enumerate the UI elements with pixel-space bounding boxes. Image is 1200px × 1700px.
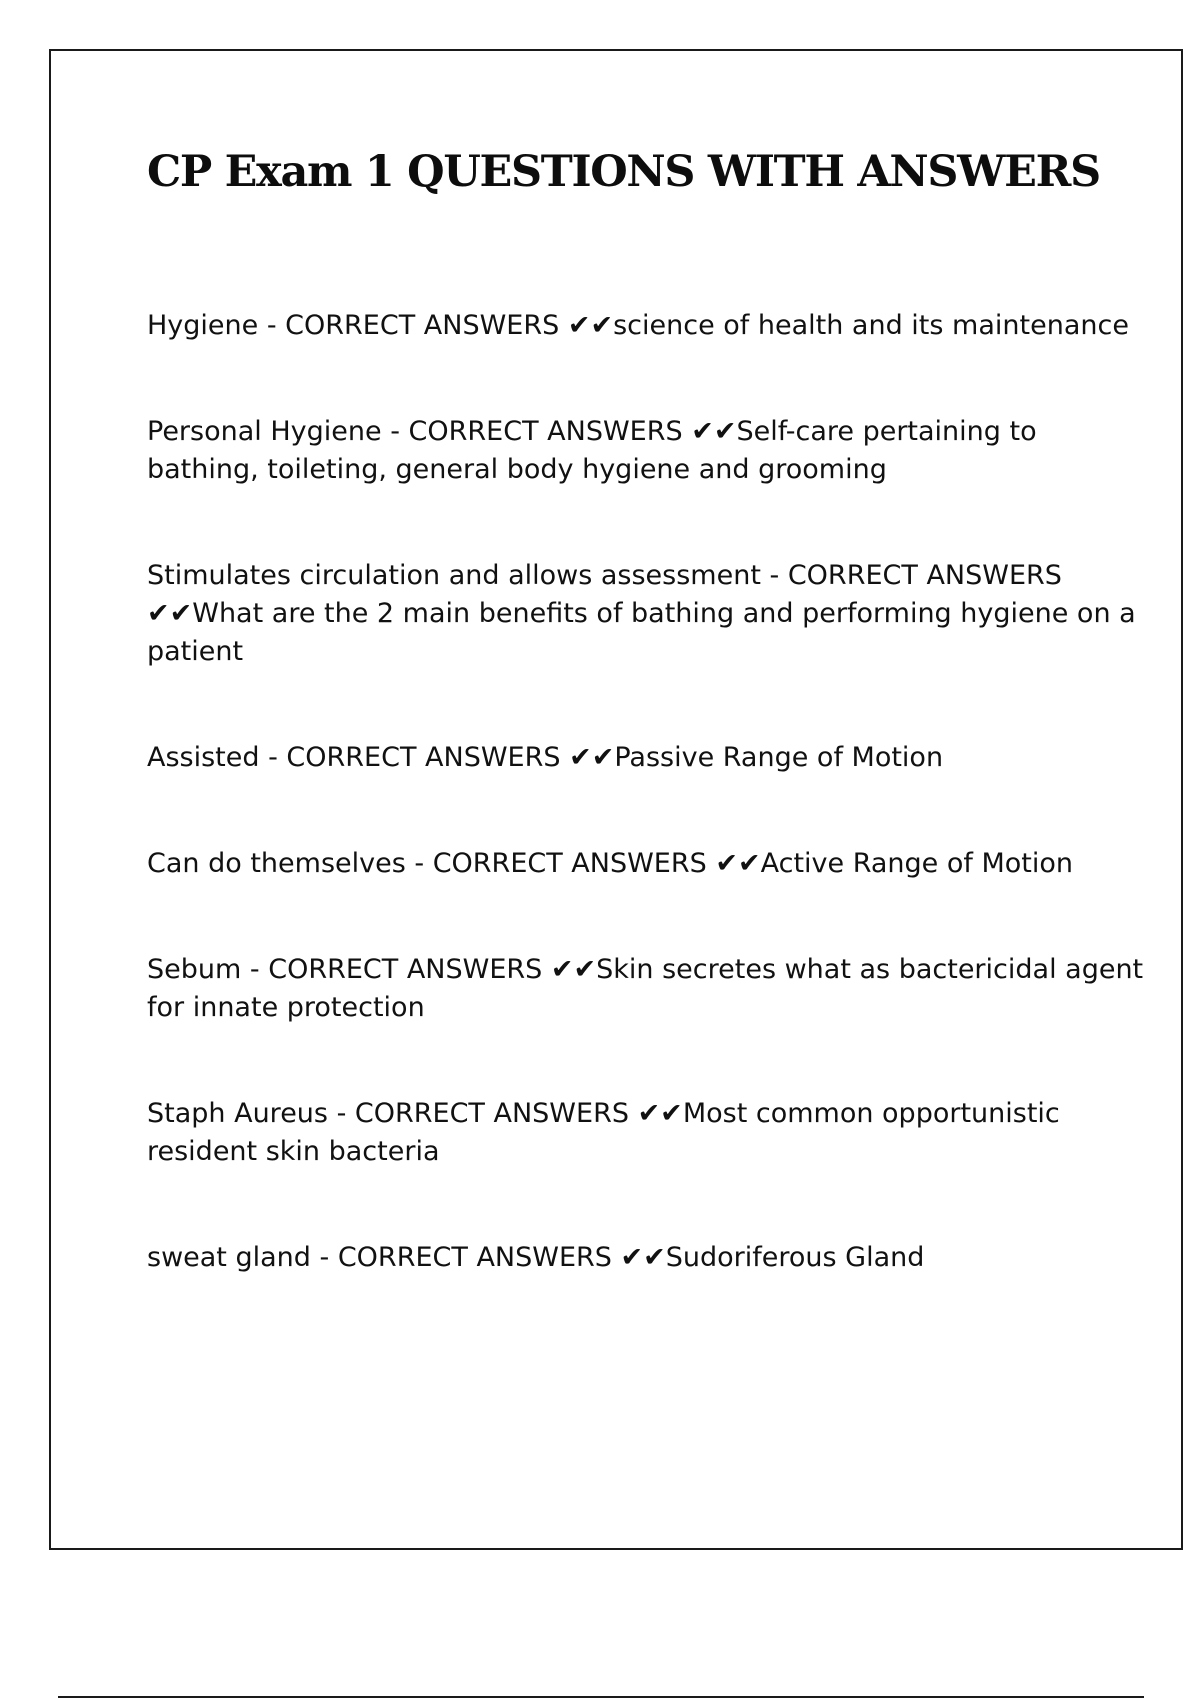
qa-term: Sebum xyxy=(147,954,242,985)
qa-item xyxy=(147,951,1147,1027)
qa-term: Staph Aureus xyxy=(147,1098,328,1129)
qa-separator: - CORRECT ANSWERS xyxy=(258,310,568,341)
qa-separator: - CORRECT ANSWERS xyxy=(259,742,570,773)
qa-term: Hygiene xyxy=(147,310,259,341)
qa-separator: - CORRECT ANSWERS xyxy=(760,560,1062,591)
qa-separator: - CORRECT ANSWERS xyxy=(327,1098,638,1129)
qa-term: Can do themselves xyxy=(147,848,406,879)
check-mark-icon: ✔✔ xyxy=(637,1098,683,1129)
check-mark-icon: ✔✔ xyxy=(691,416,737,447)
qa-answer: Skin secretes what as bactericidal agent for innate protection xyxy=(147,954,1144,1023)
qa-answer: Active Range of Motion xyxy=(760,848,1074,879)
qa-item xyxy=(147,1239,1147,1277)
qa-item xyxy=(147,739,1147,777)
qa-answer: science of health and its maintenance xyxy=(613,310,1129,341)
qa-list xyxy=(147,307,1147,1345)
qa-answer: Sudoriferous Gland xyxy=(665,1242,925,1273)
qa-term: Personal Hygiene xyxy=(147,416,382,447)
qa-separator: - CORRECT ANSWERS xyxy=(405,848,716,879)
check-mark-icon: ✔✔ xyxy=(569,742,615,773)
qa-separator: - CORRECT ANSWERS xyxy=(381,416,692,447)
qa-term: Stimulates circulation and allows assessment xyxy=(147,560,761,591)
check-mark-icon: ✔✔ xyxy=(715,848,761,879)
qa-answer: Self-care pertaining to bathing, toileting, general body hygiene and grooming xyxy=(147,416,1037,485)
qa-item xyxy=(147,845,1147,883)
qa-item xyxy=(147,307,1147,345)
qa-separator: - CORRECT ANSWERS xyxy=(310,1242,621,1273)
qa-separator: - CORRECT ANSWERS xyxy=(241,954,551,985)
qa-term: sweat gland xyxy=(147,1242,311,1273)
page-frame xyxy=(49,49,1183,1550)
document-title: CP Exam 1 QUESTIONS WITH ANSWERS xyxy=(147,147,1100,197)
qa-answer: What are the 2 main benefits of bathing and performing hygiene on a patient xyxy=(147,598,1136,667)
check-mark-icon: ✔✔ xyxy=(147,598,193,629)
page-bottom-rule xyxy=(58,1696,1144,1698)
qa-term: Assisted xyxy=(147,742,260,773)
qa-item xyxy=(147,1095,1147,1171)
qa-item xyxy=(147,557,1147,671)
qa-item xyxy=(147,413,1147,489)
qa-answer: Most common opportunistic resident skin bacteria xyxy=(147,1098,1060,1167)
check-mark-icon: ✔✔ xyxy=(620,1242,666,1273)
qa-answer: Passive Range of Motion xyxy=(614,742,944,773)
check-mark-icon: ✔✔ xyxy=(567,310,614,341)
check-mark-icon: ✔✔ xyxy=(550,954,597,985)
